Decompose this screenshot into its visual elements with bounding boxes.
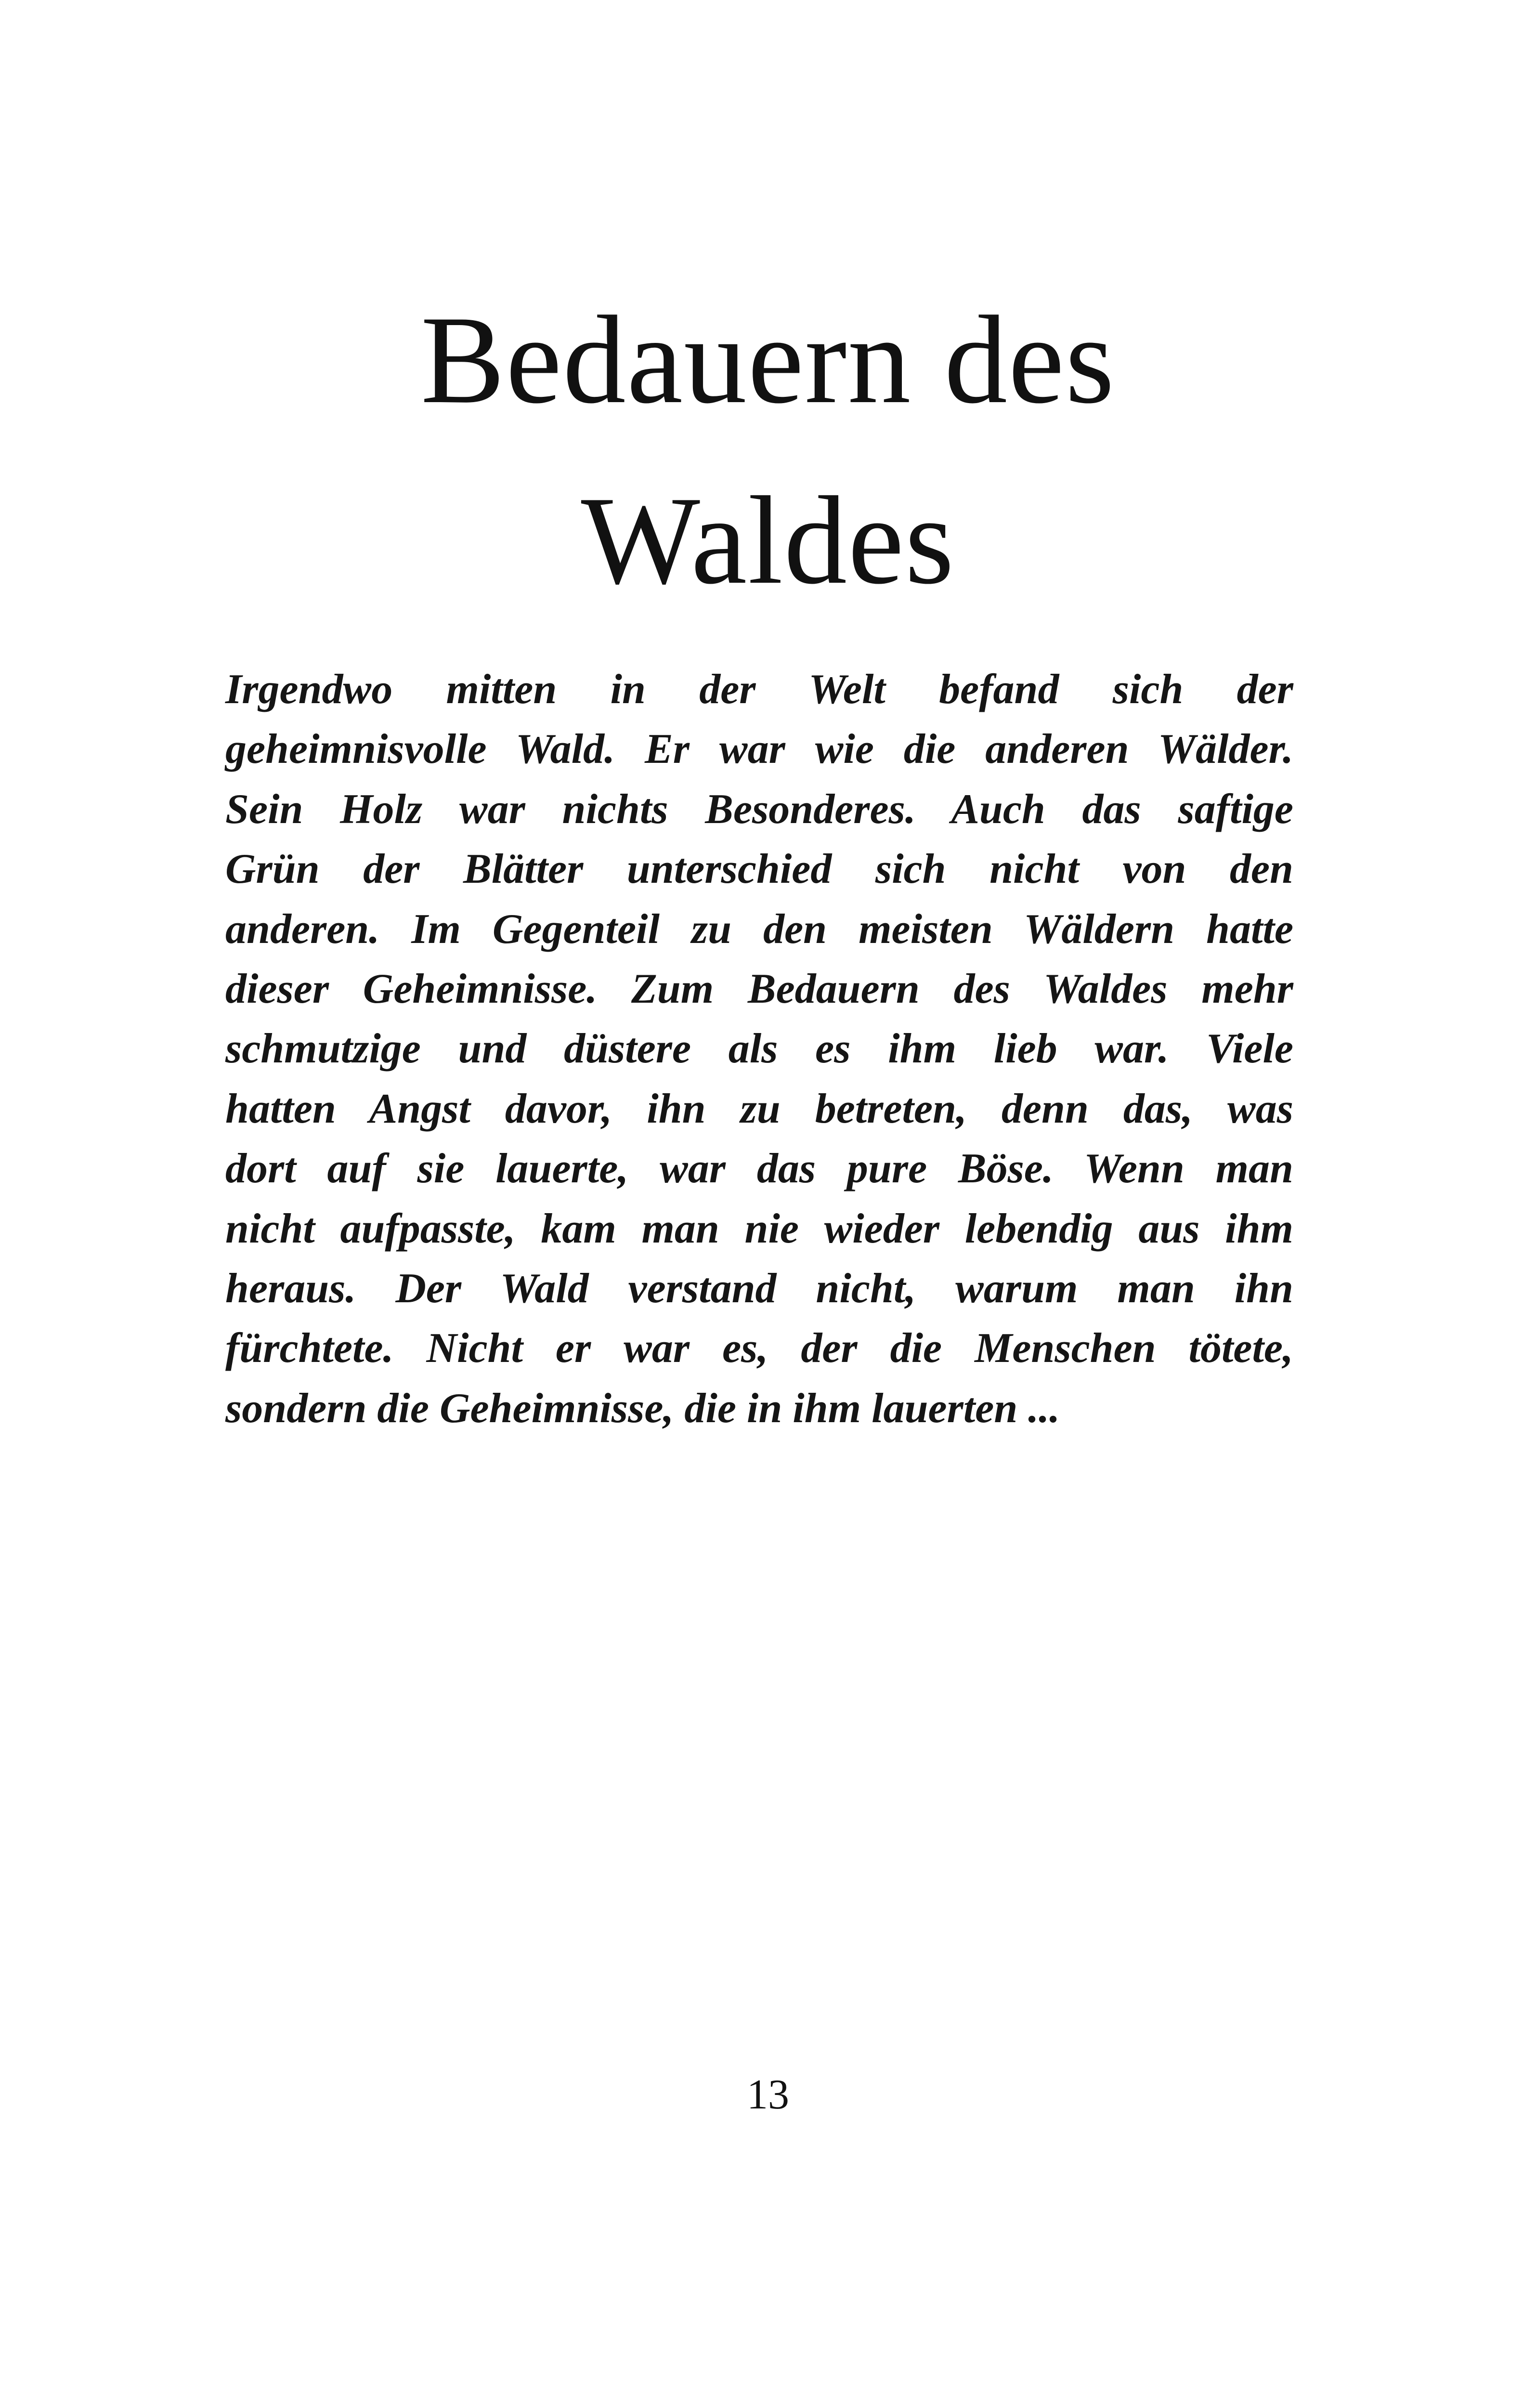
body-line: schmutzige und düstere als es ihm lieb war. Viele: [225, 1025, 1293, 1073]
page-number: 13: [747, 2071, 789, 2118]
body-line: geheimnisvolle Wald. Er war wie die anderen Wälder.: [225, 726, 1293, 773]
body-line: Grün der Blätter unterschied sich nicht von den: [225, 846, 1293, 893]
body-line: anderen. Im Gegenteil zu den meisten Wäldern hatte: [225, 905, 1293, 953]
body-line: Irgendwo mitten in der Welt befand sich der: [225, 666, 1293, 713]
body-line: Sein Holz war nichts Besonderes. Auch das saftige: [225, 785, 1293, 833]
chapter-title: [0, 270, 1536, 631]
body-line: heraus. Der Wald verstand nicht, warum man ihn: [225, 1265, 1293, 1312]
chapter-title-line-2: Waldes: [581, 471, 955, 610]
body-line: dieser Geheimnisse. Zum Bedauern des Waldes mehr: [225, 965, 1293, 1012]
body-line: sondern die Geheimnisse, die in ihm lauerten ...: [225, 1385, 1060, 1432]
chapter-title-line-1: Bedauern des: [420, 290, 1116, 430]
body-line: dort auf sie lauerte, war das pure Böse. Wenn man: [225, 1145, 1293, 1192]
body-line: nicht aufpasste, kam man nie wieder lebendig aus ihm: [225, 1205, 1293, 1252]
body-paragraph: [225, 660, 1293, 1439]
body-line: fürchtete. Nicht er war es, der die Menschen tötete,: [225, 1325, 1293, 1372]
body-line: hatten Angst davor, ihn zu betreten, denn das, was: [225, 1085, 1293, 1132]
